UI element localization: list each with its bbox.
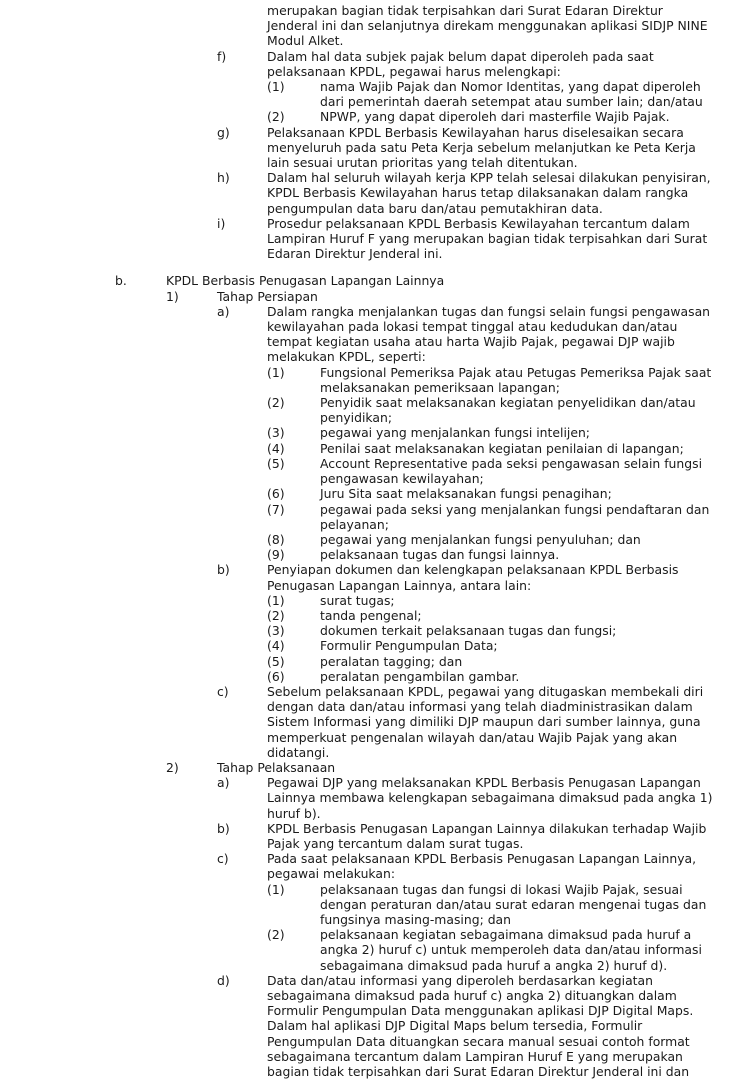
item-text: Dalam rangka menjalankan tugas dan fungsi selain fungsi pengawasan kewilayahan pada lokasi tempat tinggal atau kedudukan dan/atau tempat kegiatan usaha atau harta Wajib Pajak, pegawai DJP wajib melakukan KPDL, seperti:: [267, 303, 711, 365]
item-label: (1): [267, 592, 285, 608]
list-item: [0, 49, 730, 79]
item-text: Account Representative pada seksi pengawasan selain fungsi pengawasan kewilayahan;: [320, 455, 703, 487]
item-label: h): [217, 170, 230, 186]
item-label: 2): [166, 759, 179, 775]
item-text: Sebelum pelaksanaan KPDL, pegawai yang ditugaskan membekali diri dengan data dan/atau informasi yang telah diadministrasikan dalam Sistem Informasi yang dimiliki DJP maupun dari sumber lainnya, guna memperkuat pengenalan wilayah dan/atau Wajib Pajak yang akan didatangi.: [267, 683, 704, 760]
item-label: g): [217, 124, 230, 140]
list-item: [0, 395, 730, 425]
item-label: (2): [267, 927, 285, 943]
item-label: c): [217, 851, 229, 867]
item-label: (5): [267, 455, 285, 471]
list-item: [0, 593, 730, 608]
item-text: pelaksanaan kegiatan sebagaimana dimaksud pada huruf a angka 2) huruf c) untuk memperoleh data dan/atau informasi sebagaimana dimaksud pada huruf a angka 2) huruf d).: [320, 927, 702, 973]
list-item: [0, 775, 730, 821]
item-label: f): [217, 48, 227, 64]
list-item: [0, 289, 730, 304]
list-item: [0, 669, 730, 684]
item-text: peralatan tagging; dan: [320, 653, 463, 669]
list-item: [0, 623, 730, 638]
list-item: [0, 456, 730, 486]
item-label: (7): [267, 501, 285, 517]
list-item: [0, 927, 730, 973]
list-item: [0, 3, 730, 49]
list-item: [0, 851, 730, 881]
item-text: Penyidik saat melaksanakan kegiatan penyelidikan dan/atau penyidikan;: [320, 395, 696, 426]
list-item: [0, 760, 730, 775]
list-item: [0, 654, 730, 669]
item-text: pegawai yang menjalankan fungsi penyuluhan; dan: [320, 531, 641, 547]
list-item: [0, 684, 730, 760]
item-text: Penilai saat melaksanakan kegiatan penilaian di lapangan;: [320, 440, 684, 456]
item-label: (1): [267, 364, 285, 380]
list-item: [0, 441, 730, 456]
item-label: (4): [267, 440, 285, 456]
list-item: [0, 109, 730, 124]
item-label: 1): [166, 288, 179, 304]
item-text: tanda pengenal;: [320, 607, 422, 623]
list-item: [0, 125, 730, 171]
list-item: [0, 502, 730, 532]
list-item: [0, 821, 730, 851]
item-text: Dalam hal seluruh wilayah kerja KPP telah selesai dilakukan penyisiran, KPDL Berbasis Kewilayahan harus tetap dilaksanakan dalam rangka pengumpulan data baru dan/atau pemutakhiran data.: [267, 170, 711, 216]
item-text: Formulir Pengumpulan Data;: [320, 638, 498, 654]
item-text: Tahap Pelaksanaan: [217, 759, 336, 775]
item-label: (5): [267, 653, 285, 669]
item-label: b): [217, 820, 230, 836]
list-item: [0, 425, 730, 440]
item-label: (9): [267, 547, 285, 563]
item-text: Tahap Persiapan: [217, 288, 318, 304]
list-item: [0, 273, 730, 288]
item-text: peralatan pengambilan gambar.: [320, 668, 520, 684]
list-item: [0, 79, 730, 109]
list-item: [0, 973, 730, 1079]
item-text: Juru Sita saat melaksanakan fungsi penagihan;: [320, 486, 612, 502]
item-text: NPWP, yang dapat diperoleh dari masterfile Wajib Pajak.: [320, 109, 670, 125]
item-label: b.: [115, 273, 127, 289]
item-text: Pada saat pelaksanaan KPDL Berbasis Penugasan Lapangan Lainnya, pegawai melakukan:: [267, 851, 697, 882]
item-label: (6): [267, 486, 285, 502]
item-label: b): [217, 562, 230, 578]
item-label: (4): [267, 638, 285, 654]
item-label: (6): [267, 668, 285, 684]
item-label: (2): [267, 607, 285, 623]
list-item: [0, 365, 730, 395]
item-text: Fungsional Pemeriksa Pajak atau Petugas Pemeriksa Pajak saat melaksanakan pemeriksaan lapangan;: [320, 364, 712, 395]
document-body: [0, 3, 730, 1079]
list-item: [0, 216, 730, 262]
item-text: pegawai pada seksi yang menjalankan fungsi pendaftaran dan pelayanan;: [320, 501, 710, 532]
item-label: (1): [267, 881, 285, 897]
item-label: a): [217, 775, 230, 791]
item-text: dokumen terkait pelaksanaan tugas dan fungsi;: [320, 623, 617, 639]
item-label: i): [217, 215, 226, 231]
item-text: Prosedur pelaksanaan KPDL Berbasis Kewilayahan tercantum dalam Lampiran Huruf F yang merupakan bagian tidak terpisahkan dari Surat Edaran Direktur Jenderal ini.: [267, 215, 708, 262]
list-item: [0, 638, 730, 653]
item-text: Penyiapan dokumen dan kelengkapan pelaksanaan KPDL Berbasis Penugasan Lapangan Lainnya, antara lain:: [267, 562, 679, 593]
item-label: (3): [267, 623, 285, 639]
list-item: [0, 532, 730, 547]
item-label: (3): [267, 425, 285, 441]
item-text: KPDL Berbasis Penugasan Lapangan Lainnya: [166, 273, 445, 289]
item-text: Pelaksanaan KPDL Berbasis Kewilayahan harus diselesaikan secara menyeluruh pada satu Peta Kerja sebelum melanjutkan ke Peta Kerja lain sesuai urutan prioritas yang telah ditentukan.: [267, 124, 696, 171]
item-text: pelaksanaan tugas dan fungsi lainnya.: [320, 547, 560, 563]
item-text: Dalam hal data subjek pajak belum dapat diperoleh pada saat pelaksanaan KPDL, pegawai harus melengkapi:: [267, 48, 654, 79]
list-item: [0, 486, 730, 501]
item-text: pelaksanaan tugas dan fungsi di lokasi Wajib Pajak, sesuai dengan peraturan dan/atau surat edaran mengenai tugas dan fungsinya masing-masing; dan: [320, 881, 707, 927]
list-item: [0, 304, 730, 365]
item-label: (8): [267, 531, 285, 547]
item-text: Data dan/atau informasi yang diperoleh berdasarkan kegiatan sebagaimana dimaksud pada huruf c) angka 2) dituangkan dalam Formulir Pengumpulan Data menggunakan aplikasi DJP Digital Maps. Dalam hal aplikasi DJP Digital Maps belum tersedia, Formulir Pengumpulan Data dituangkan secara manual sesuai contoh format sebagaimana tercantum dalam Lampiran Huruf E yang merupakan bagian tidak terpisahkan dari Surat Edaran Direktur Jenderal ini dan: [267, 972, 694, 1080]
list-item: [0, 562, 730, 592]
item-text: surat tugas;: [320, 592, 395, 608]
item-label: (2): [267, 109, 285, 125]
item-text: pegawai yang menjalankan fungsi intelijen;: [320, 425, 590, 441]
item-text: merupakan bagian tidak terpisahkan dari Surat Edaran Direktur Jenderal ini dan selanjutnya direkam menggunakan aplikasi SIDJP NINE Modul Alket.: [267, 3, 708, 49]
list-item: [0, 170, 730, 216]
list-item: [0, 882, 730, 928]
item-text: nama Wajib Pajak dan Nomor Identitas, yang dapat diperoleh dari pemerintah daerah setempat atau sumber lain; dan/atau: [320, 79, 703, 110]
list-item: [0, 608, 730, 623]
item-text: Pegawai DJP yang melaksanakan KPDL Berbasis Penugasan Lapangan Lainnya membawa kelengkapan sebagaimana dimaksud pada angka 1) huruf b).: [267, 775, 713, 821]
item-label: c): [217, 683, 229, 699]
item-label: (1): [267, 79, 285, 95]
item-text: KPDL Berbasis Penugasan Lapangan Lainnya dilakukan terhadap Wajib Pajak yang tercantum dalam surat tugas.: [267, 820, 707, 851]
item-label: (2): [267, 395, 285, 411]
item-label: d): [217, 972, 230, 988]
item-label: a): [217, 303, 230, 319]
item-label: [217, 3, 267, 49]
list-item: [0, 547, 730, 562]
